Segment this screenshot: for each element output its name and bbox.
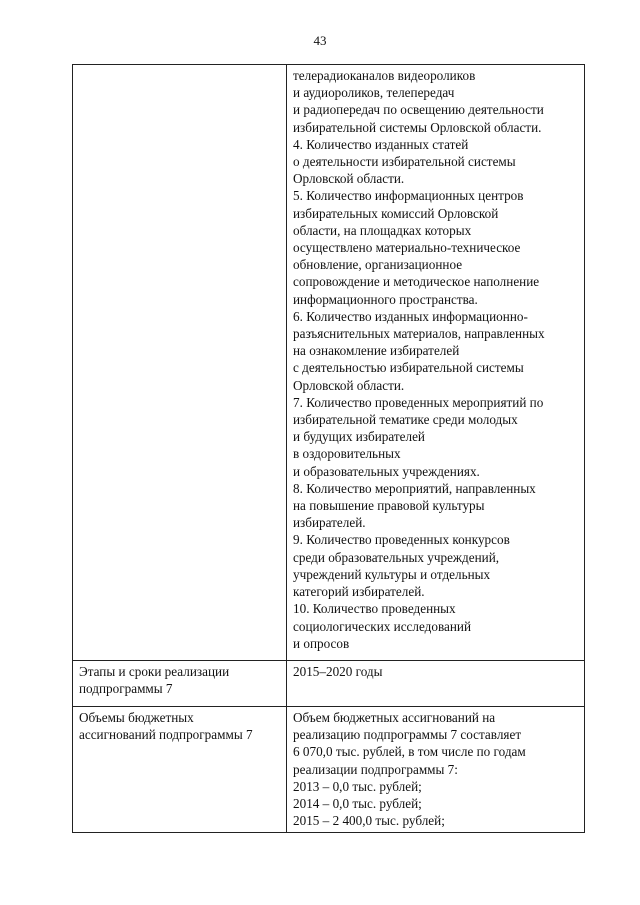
text-line: области, на площадках которых — [293, 222, 472, 238]
text-line: 8. Количество мероприятий, направленных — [293, 480, 536, 496]
subprogram-passport-table — [72, 64, 585, 833]
text-line: 6 070,0 тыс. рублей, в том числе по годам — [293, 744, 526, 760]
text-line: реализации подпрограммы 7: — [293, 761, 458, 777]
text-line: информационного пространства. — [293, 291, 478, 307]
text-line: избирательной тематике среди молодых — [293, 412, 518, 428]
text-line: 4. Количество изданных статей — [293, 136, 469, 152]
row1-left-cell — [73, 65, 287, 661]
row1-right-cell — [287, 65, 585, 661]
text-line: с деятельностью избирательной системы — [293, 360, 524, 376]
text-line: и образовательных учреждениях. — [293, 463, 480, 479]
row3-right-cell — [287, 707, 585, 833]
text-line: 6. Количество изданных информационно- — [293, 308, 528, 324]
row2-right-cell — [287, 661, 585, 707]
text-line: 9. Количество проведенных конкурсов — [293, 532, 510, 548]
text-line: 5. Количество информационных центров — [293, 188, 524, 204]
text-line: и аудиороликов, телепередач — [293, 85, 455, 101]
text-line: 2015 – 2 400,0 тыс. рублей; — [293, 813, 445, 829]
text-line: на ознакомление избирателей — [293, 343, 460, 359]
text-line: учреждений культуры и отдельных — [293, 566, 491, 582]
text-line: Орловской области. — [293, 171, 405, 187]
text-line: ассигнований подпрограммы 7 — [79, 727, 253, 743]
table-row — [73, 65, 585, 661]
text-line: категорий избирателей. — [293, 584, 425, 600]
text-line: 2013 – 0,0 тыс. рублей; — [293, 778, 422, 794]
text-line: 10. Количество проведенных — [293, 601, 456, 617]
text-line: 2014 – 0,0 тыс. рублей; — [293, 796, 422, 812]
text-line: и опросов — [293, 635, 350, 651]
text-line: Этапы и сроки реализации — [79, 664, 230, 679]
text-line: обновление, организационное — [293, 257, 463, 273]
text-line: 2015–2020 годы — [293, 664, 383, 679]
text-line: избирателей. — [293, 515, 366, 531]
text-line: избирательных комиссий Орловской — [293, 205, 499, 221]
text-line: на повышение правовой культуры — [293, 498, 485, 514]
row3-left-cell — [73, 707, 287, 833]
table-row — [73, 707, 585, 833]
row2-left-cell — [73, 661, 287, 707]
text-line: Объем бюджетных ассигнований на — [293, 710, 496, 725]
text-line: Объемы бюджетных — [79, 710, 194, 725]
text-line: о деятельности избирательной системы — [293, 154, 516, 170]
text-line: подпрограммы 7 — [79, 681, 173, 697]
text-line: в оздоровительных — [293, 446, 401, 462]
text-line: 7. Количество проведенных мероприятий по — [293, 394, 544, 410]
text-line: и радиопередач по освещению деятельности — [293, 102, 544, 118]
table-row — [73, 661, 585, 707]
text-line: сопровождение и методическое наполнение — [293, 274, 540, 290]
text-line: и будущих избирателей — [293, 429, 425, 445]
text-line: телерадиоканалов видеороликов — [293, 68, 476, 83]
text-line: осуществлено материально-техническое — [293, 240, 521, 256]
page-number: 43 — [313, 33, 327, 48]
text-line: среди образовательных учреждений, — [293, 549, 500, 565]
text-line: разъяснительных материалов, направленных — [293, 326, 545, 342]
text-line: Орловской области. — [293, 377, 405, 393]
text-line: социологических исследований — [293, 618, 472, 634]
text-line: избирательной системы Орловской области. — [293, 119, 542, 135]
text-line: реализацию подпрограммы 7 составляет — [293, 727, 522, 743]
